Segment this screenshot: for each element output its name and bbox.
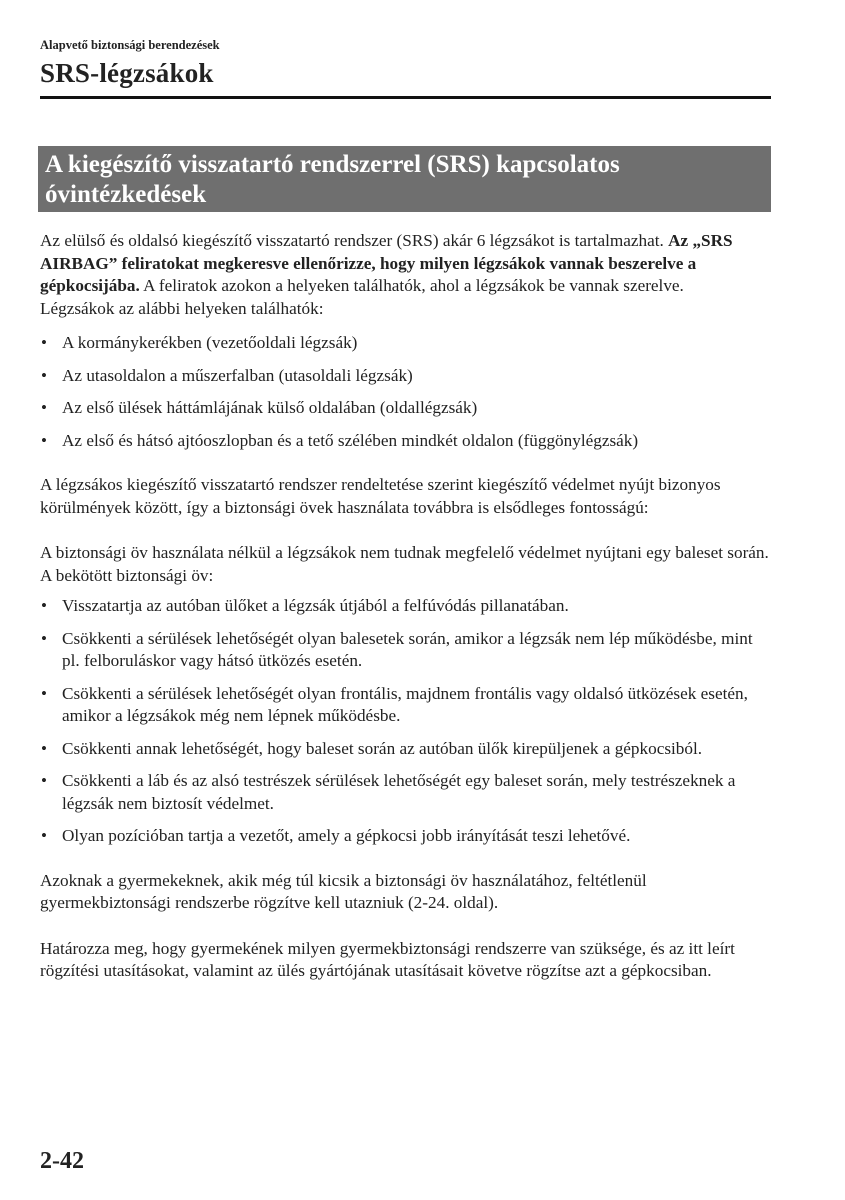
intro-text-2: A feliratok azokon a helyeken találhatók, ahol a légzsákok be vannak szerelve. xyxy=(139,276,684,295)
banner-line-1: A kiegészítő visszatartó rendszerrel (SRS) kapcsolatos xyxy=(45,151,620,178)
list-item: • Az utasoldalon a műszerfalban (utasoldali légzsák) xyxy=(40,365,770,388)
page-content xyxy=(40,230,770,983)
subsection-banner xyxy=(38,146,771,212)
airbag-locations-list xyxy=(40,332,770,452)
intro-paragraph xyxy=(40,230,770,298)
section-title: SRS-légzsákok xyxy=(40,58,214,88)
purpose-paragraph: A légzsákos kiegészítő visszatartó rendszer rendeltetése szerint kiegészítő védelmet nyújt bizonyos körülmények között, így a biztonsági övek használata továbbra is elsődleges fontosságú: xyxy=(40,475,721,517)
list-item: • Csökkenti a sérülések lehetőségét olyan frontális, majdnem frontális vagy oldalsó ütközések esetén, amikor a légzsákok még nem lépnek működésbe. xyxy=(40,683,770,728)
belt-benefits-list xyxy=(40,595,770,848)
belt-paragraph: A biztonsági öv használata nélkül a légzsákok nem tudnak megfelelő védelmet nyújtani egy baleset során. A bekötött biztonsági öv: xyxy=(40,543,769,585)
title-divider xyxy=(40,96,771,99)
locations-label: Légzsákok az alábbi helyeken találhatók: xyxy=(40,298,324,318)
list-item: • A kormánykerékben (vezetőoldali légzsák) xyxy=(40,332,770,355)
list-item: • Csökkenti a láb és az alsó testrészek sérülések lehetőségét egy baleset során, mely testrészeknek a légzsák nem biztosít védelmet. xyxy=(40,770,770,815)
decide-paragraph: Határozza meg, hogy gyermekének milyen gyermekbiztonsági rendszerre van szüksége, és az itt leírt rögzítési utasításokat, valamint az ülés gyártójának utasításait követve rögzítse azt a gépkocsiban. xyxy=(40,938,735,980)
list-item: • Az első ülések háttámlájának külső oldalában (oldallégzsák) xyxy=(40,397,770,420)
children-paragraph: Azoknak a gyermekeknek, akik még túl kicsik a biztonsági öv használatához, feltétlenül gyermekbiztonsági rendszerbe rögzítve kell utazniuk (2-24. oldal). xyxy=(40,870,647,912)
breadcrumb: Alapvető biztonsági berendezések xyxy=(40,38,220,52)
list-item: • Visszatartja az autóban ülőket a légzsák útjából a felfúvódás pillanatában. xyxy=(40,595,770,618)
page-number: 2-42 xyxy=(40,1148,84,1174)
intro-text-1: Az elülső és oldalsó kiegészítő visszatartó rendszer (SRS) akár 6 légzsákot is tartalmazhat. xyxy=(40,231,664,250)
intro-bold-warning: Az „SRS AIRBAG” feliratokat megkeresve ellenőrizze, hogy milyen légzsákok vannak beszerelve a gépkocsijába. xyxy=(40,231,733,295)
list-item: • Csökkenti annak lehetőségét, hogy baleset során az autóban ülők kirepüljenek a gépkocsiból. xyxy=(40,738,770,761)
list-item: • Az első és hátsó ajtóoszlopban és a tető szélében mindkét oldalon (függönylégzsák) xyxy=(40,430,770,453)
list-item: • Olyan pozícióban tartja a vezetőt, amely a gépkocsi jobb irányítását teszi lehetővé. xyxy=(40,825,770,848)
banner-line-2: óvintézkedések xyxy=(45,181,207,208)
list-item: • Csökkenti a sérülések lehetőségét olyan balesetek során, amikor a légzsák nem lép működésbe, mint pl. felboruláskor vagy hátsó ütközés esetén. xyxy=(40,628,770,673)
